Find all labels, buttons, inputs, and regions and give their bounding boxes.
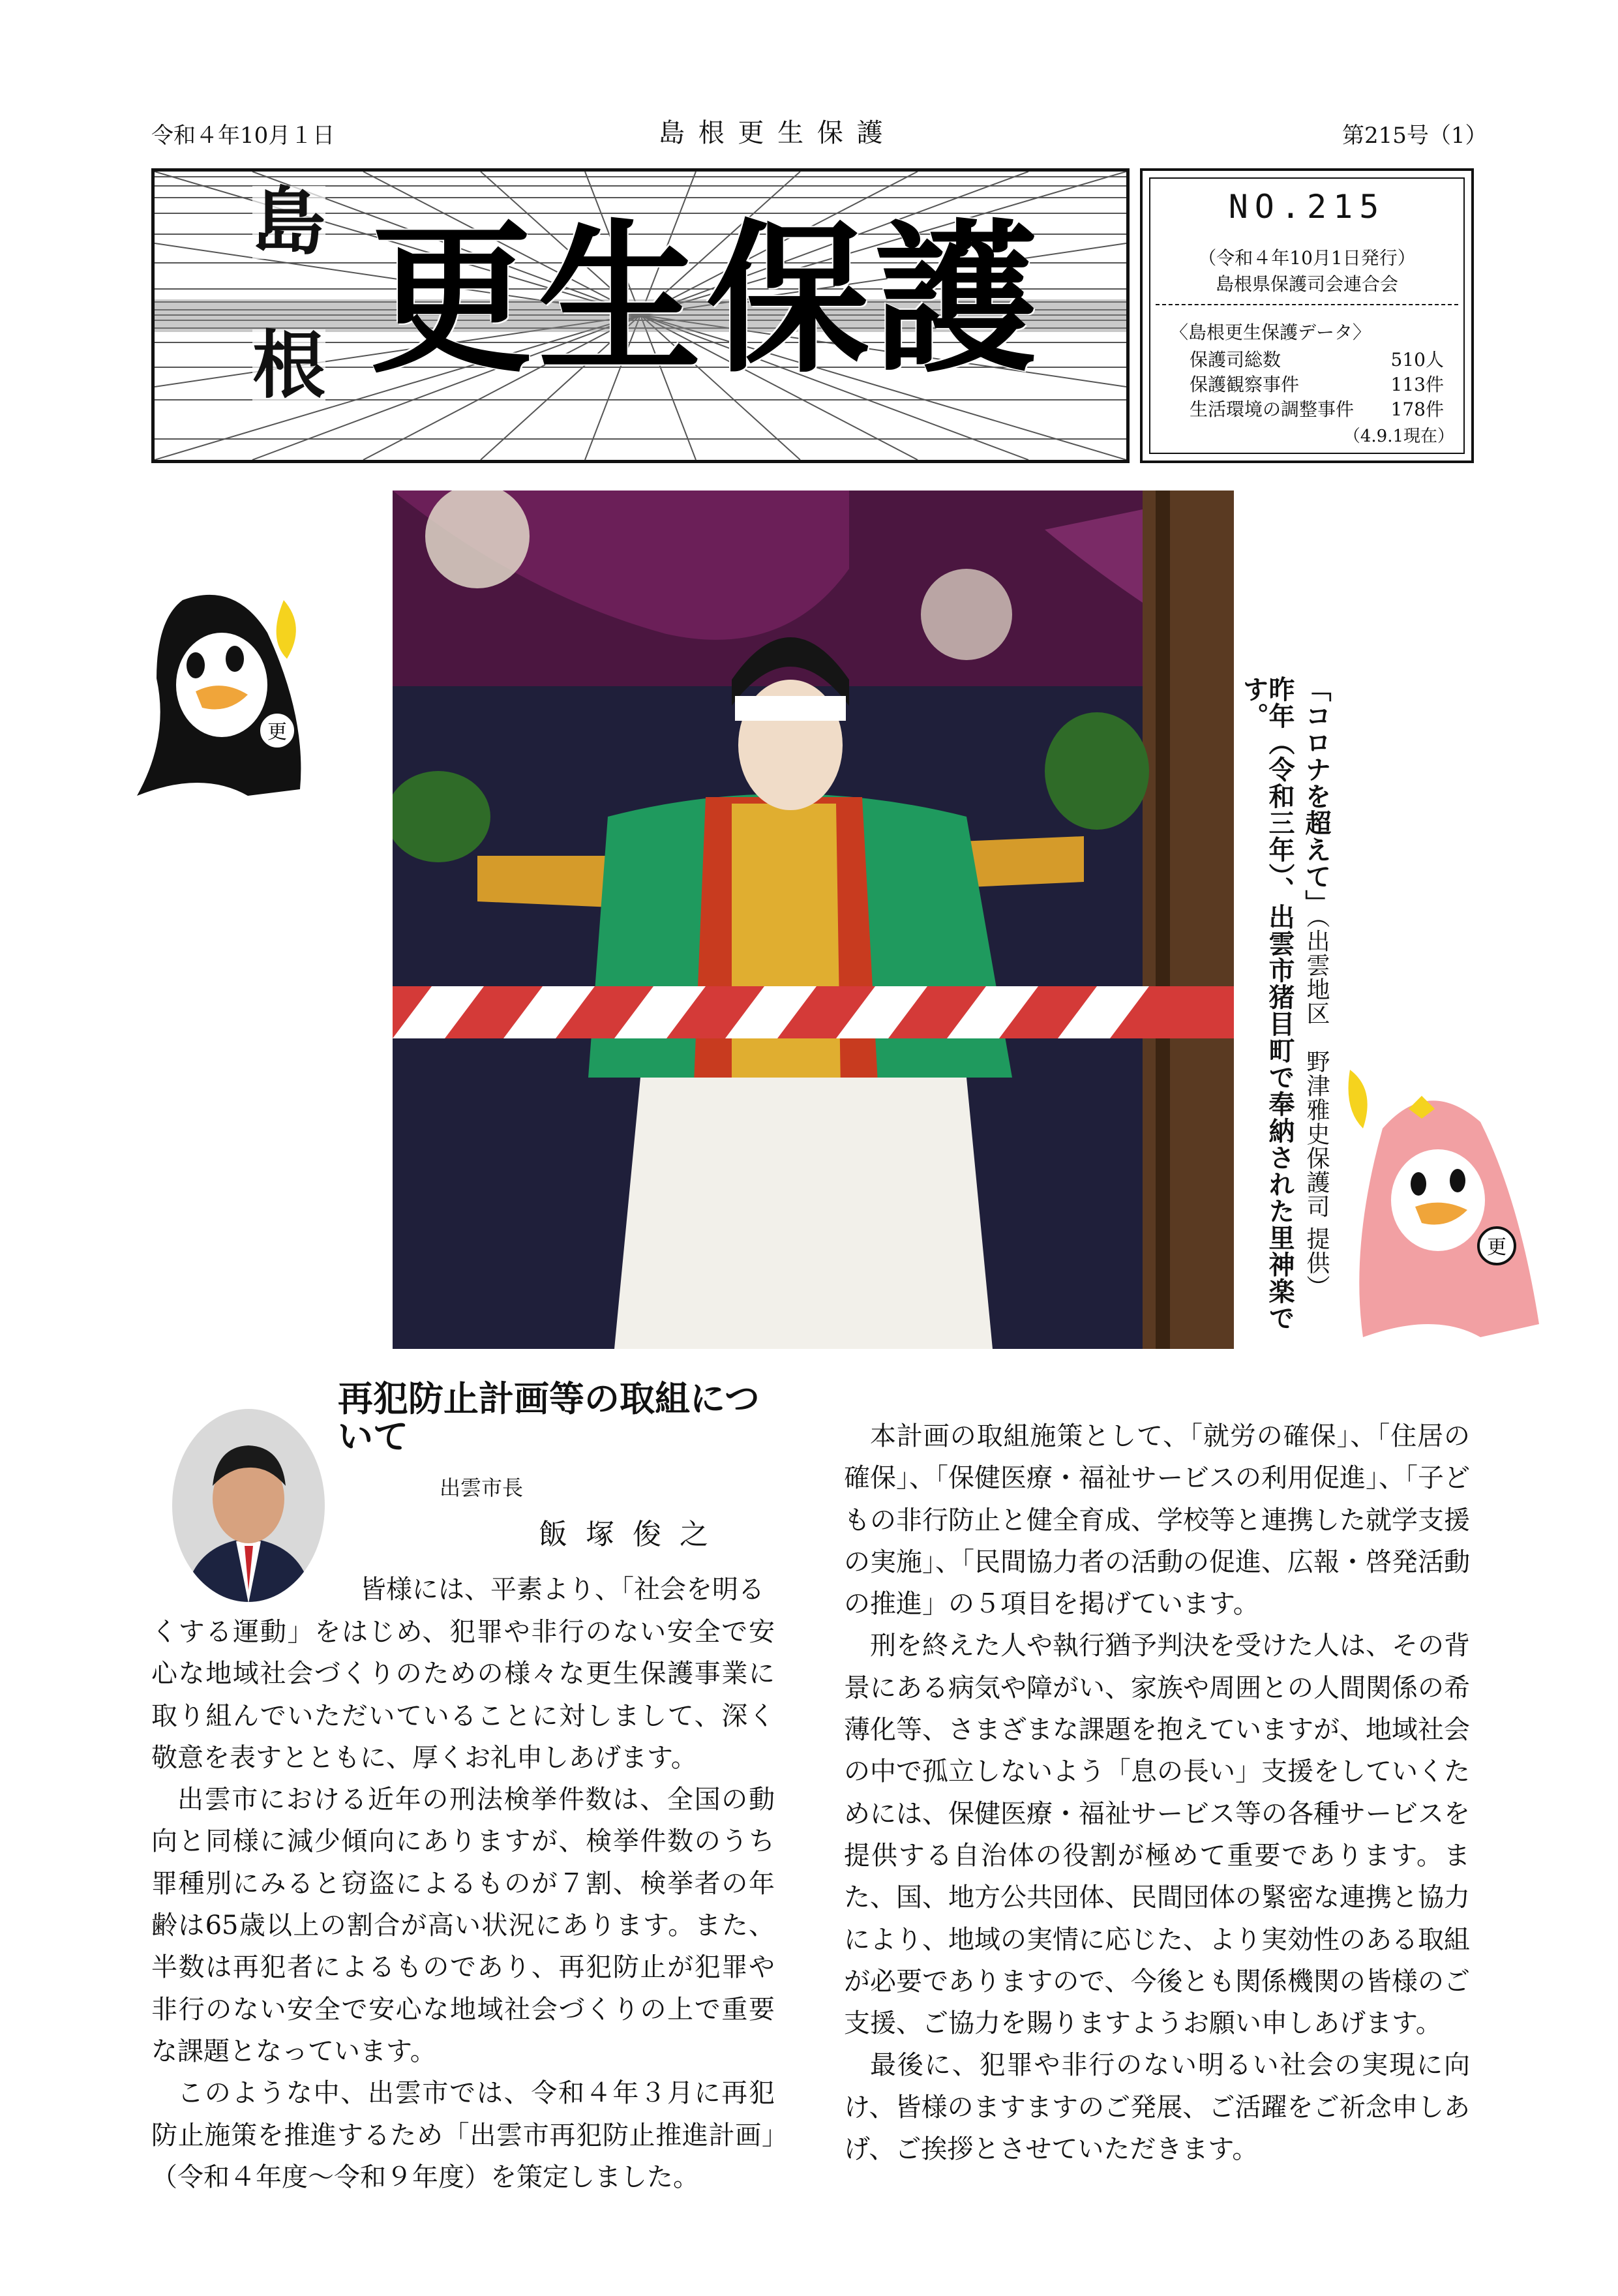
article-right-column <box>844 1415 1470 2170</box>
article-left-column <box>151 1611 775 2198</box>
issue-number: 第215号（1） <box>1342 123 1488 149</box>
masthead-prefix-top: 島 <box>252 179 325 265</box>
masthead-title: 更生保護 <box>370 203 1043 395</box>
masthead-prefix-bottom: 根 <box>252 323 325 408</box>
svg-text:更: 更 <box>267 721 287 744</box>
info-issued: （令和４年10月1日発行） <box>1198 247 1416 269</box>
paragraph: 最後に、犯罪や非行のない明るい社会の実現に向け、皆様のますますのご発展、ご活躍をご祈念申しあげ、ご挨拶とさせていただきます。 <box>844 2050 1470 2165</box>
info-data-row: 保護司総数 510人 <box>1190 349 1444 370</box>
caption-credit: （出雲地区 野津雅史保護司 提供） <box>1303 916 1330 1299</box>
penguin-mascot-icon <box>98 574 346 822</box>
info-publisher: 島根県保護司会連合会 <box>1215 273 1398 295</box>
kagura-photo <box>393 491 1234 1349</box>
info-as-of: （4.9.1現在） <box>1343 427 1454 446</box>
svg-text:更: 更 <box>1487 1236 1506 1259</box>
paragraph: このような中、出雲市では、令和４年３月に再犯防止施策を推進するため「出雲市再犯防止推進計画」（令和４年度～令和９年度）を策定しました。 <box>151 2078 775 2192</box>
photo-caption <box>1238 676 1329 1338</box>
caption-text: 昨年（令和三年）、出雲市猪目町で奉納された里神楽です。 <box>1238 676 1295 1331</box>
author-portrait <box>171 1408 326 1603</box>
paragraph: 本計画の取組施策として、「就労の確保」、「住居の確保」、「保健医療・福祉サービスの利用促進」、「子どもの非行防止と健全育成、学校等と連携した就学支援の実施」、「民間協力者の活動の促進、広報・啓発活動の推進」の５項目を掲げています。 <box>844 1421 1470 1620</box>
caption-title: 「コロナを超えて」（出雲地区 野津雅史保護司 提供） <box>1301 676 1331 1299</box>
pink-penguin-mascot-icon <box>1324 1050 1572 1363</box>
info-number: NO.215 <box>1228 188 1386 226</box>
info-data-title: 〈島根更生保護データ〉 <box>1170 322 1371 343</box>
issue-date: 令和４年10月１日 <box>151 123 335 149</box>
author-name: 飯塚俊之 <box>539 1518 727 1551</box>
article-lead: 皆様には、平素より、「社会を明る <box>360 1575 764 1605</box>
info-box <box>1140 168 1474 463</box>
info-divider <box>1156 304 1458 305</box>
paragraph: くする運動」をはじめ、犯罪や非行のない安全で安心な地域社会づくりのための様々な更生保護事業に取り組んでいただいていることに対しまして、深く敬意を表すとともに、厚くお礼申しあげます。 <box>151 1617 775 1773</box>
info-data-row: 保護観察事件 113件 <box>1190 374 1444 395</box>
paragraph: 刑を終えた人や執行猶予判決を受けた人は、その背景にある病気や障がい、家族や周囲との人間関係の希薄化等、さまざまな課題を抱えていますが、地域社会の中で孤立しないよう「息の長い」支援をしていくためには、保健医療・福祉サービス等の各種サービスを提供する自治体の役割が極めて重要であります。また、国、地方公共団体、民間団体の緊密な連携と協力により、地域の実情に応じた、より実効性のある取組が必要でありますので、今後とも関係機関の皆様のご支援、ご協力を賜りますようお願い申しあげます。 <box>844 1631 1470 2039</box>
article-title: 再犯防止計画等の取組について <box>338 1378 760 1457</box>
info-data-row: 生活環境の調整事件 178件 <box>1190 399 1444 420</box>
running-title: 島 根 更 生 保 護 <box>659 118 886 148</box>
author-title: 出雲市長 <box>440 1475 524 1500</box>
paragraph: 出雲市における近年の刑法検挙件数は、全国の動向と同様に減少傾向にありますが、検挙件数のうち罪種別にみると窃盗によるものが７割、検挙者の年齢は65歳以上の割合が高い状況にあります。また、半数は再犯者によるものであり、再犯防止が犯罪や非行のない安全で安心な地域社会づくりの上で重要な課題となっています。 <box>151 1785 775 2066</box>
masthead <box>151 168 1130 463</box>
